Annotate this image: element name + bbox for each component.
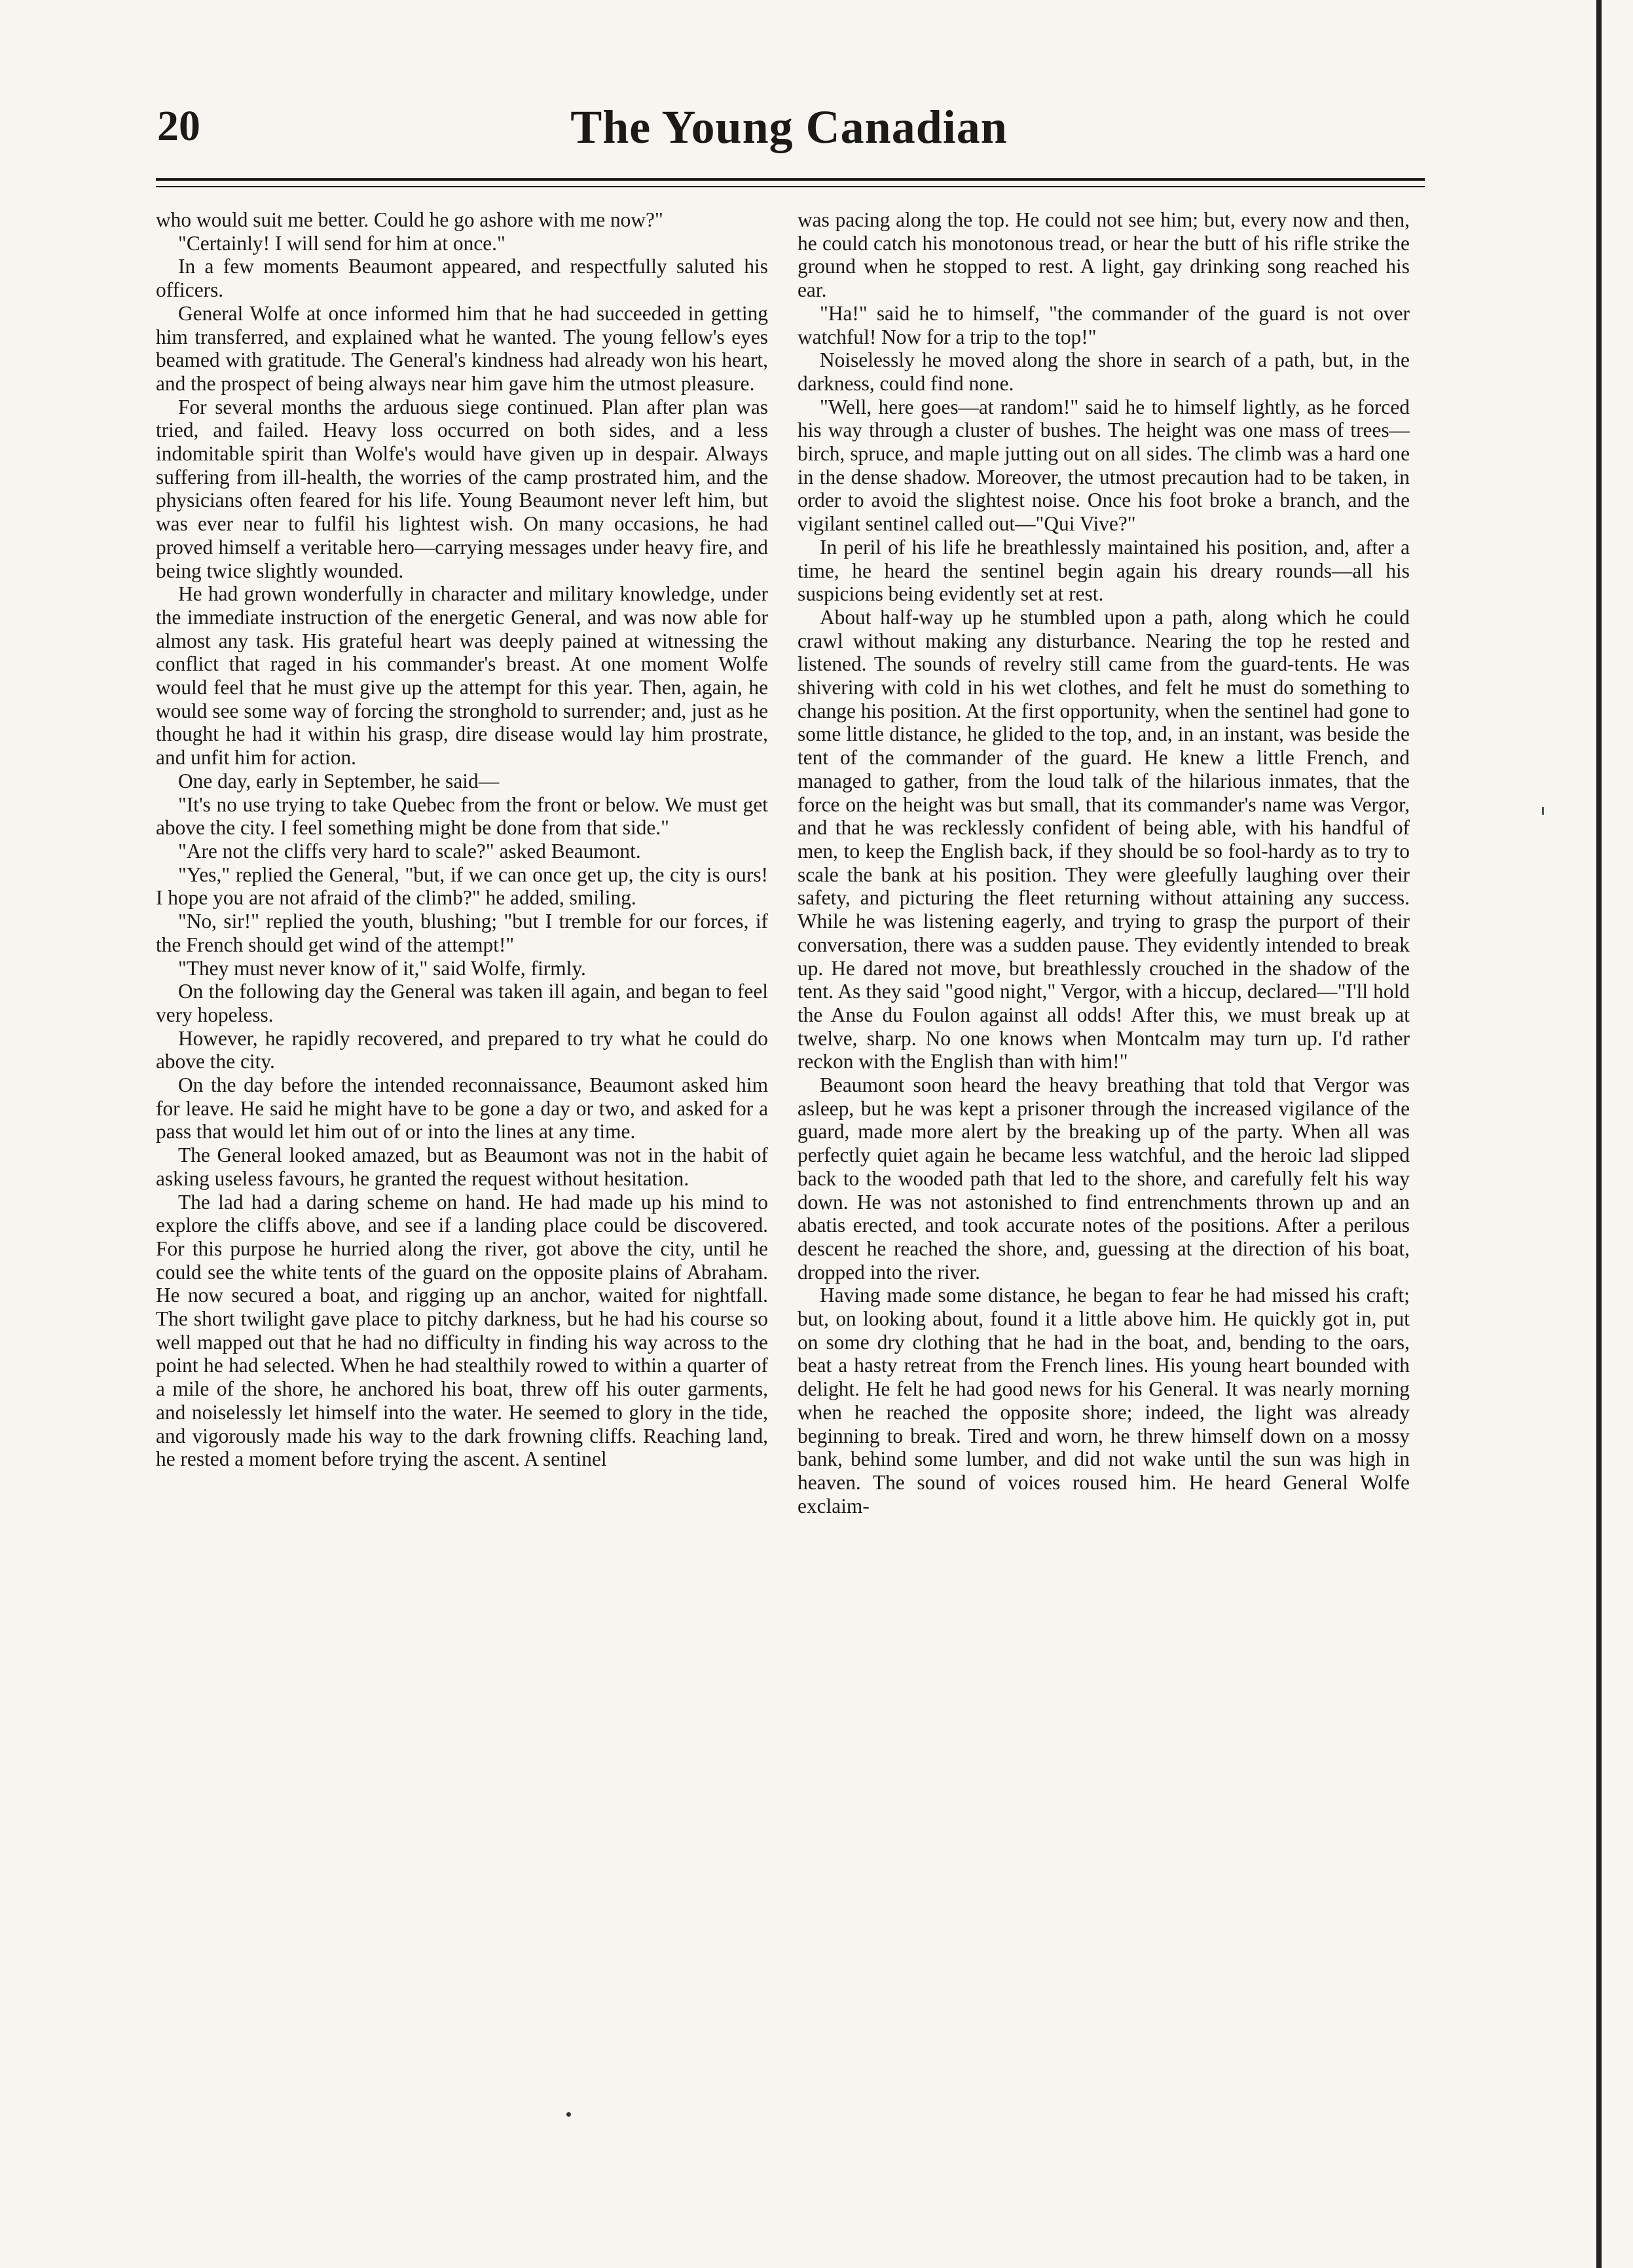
margin-mark [1542,807,1544,815]
header-rule-thin [156,186,1425,187]
paragraph: However, he rapidly recovered, and prepared to try what he could do above the city. [156,1026,768,1073]
paragraph: who would suit me better. Could he go ashore with me now?" [156,208,663,231]
paragraph: "Yes," replied the General, "but, if we can once get up, the city is ours! I hope you are not afraid of the climb?" he added, smiling. [156,863,768,910]
paragraph: On the day before the intended reconnaissance, Beaumont asked him for leave. He said he might have to be gone a day or two, and asked for a pass that would let him out of or into the lines at any time. [156,1073,768,1143]
paragraph: In a few moments Beaumont appeared, and respectfully saluted his officers. [156,255,768,302]
paragraph: "No, sir!" replied the youth, blushing; "but I tremble for our forces, if the French should get wind of the attempt!" [156,910,768,956]
paragraph: The General looked amazed, but as Beaumont was not in the habit of asking useless favours, he granted the request without hesitation. [156,1143,768,1190]
paragraph: One day, early in September, he said— [178,769,500,792]
paragraph: Beaumont soon heard the heavy breathing that told that Vergor was asleep, but he was kept a prisoner through the increased vigilance of the guard, made more alert by the breaking up of the party. When all was perfectly quiet again he became less watchful, and the heroic lad slipped back to the wooded path that led to the shore, and carefully felt his way down. He was not astonished to find entrenchments thrown up and an abatis erected, and took accurate notes of the positions. After a perilous descent he reached the shore, and, guessing at the direction of his boat, dropped into the river. [798,1073,1410,1284]
ink-speck [566,2112,571,2117]
paragraph: About half-way up he stumbled upon a path, along which he could crawl without making any disturbance. Nearing the top he rested and listened. The sounds of revelry still came from the guard-tents. He was shivering with cold in his wet clothes, and felt he must do something to change his position. At the first opportunity, when the sentinel had gone to some little distance, he glided to the top, and, in an instant, was beside the tent of the commander of the guard. He knew a little French, and managed to gather, from the loud talk of the hilarious inmates, that the force on the height was but small, that its commander's name was Vergor, and that he was recklessly confident of being able, with his handful of men, to keep the English back, if they should be so fool-hardy as to try to scale the bank at his position. They were gleefully laughing over their safety, and picturing the fleet returning without attaining any success. While he was listening eagerly, and trying to grasp the purport of their conversation, there was a sudden pause. They evidently intended to break up. He dared not move, but breathlessly crouched in the shadow of the tent. As they said "good night," Vergor, with a hiccup, declared—"I'll hold the Anse du Foulon against all odds! After this, we must break up at twelve, sharp. No one knows when Montcalm may turn up. I'd rather reckon with the English than with him!" [798,605,1410,1073]
paragraph: He had grown wonderfully in character and military knowledge, under the immediate instruction of the energetic General, and was now able for almost any task. His grateful heart was deeply pained at witnessing the conflict that raged in his commander's breast. At one moment Wolfe would feel that he must give up the attempt for this year. Then, again, he would see some way of forcing the stronghold to surrender; and, just as he thought he had it within his grasp, dire disease would lay him prostrate, and unfit him for action. [156,582,768,770]
paragraph: Having made some distance, he began to fear he had missed his craft; but, on looking about, found it a little above him. He quickly got in, put on some dry clothing that he had in the boat, and, bending to the oars, beat a hasty retreat from the French lines. His young heart bounded with delight. He felt he had good news for his General. It was nearly morning when he reached the opposite shore; indeed, the light was already beginning to break. Tired and worn, he threw himself down on a mossy bank, behind some lumber, and did not wake until the sun was high in heaven. The sound of voices roused him. He heard General Wolfe exclaim- [798,1284,1410,1517]
paragraph: was pacing along the top. He could not see him; but, every now and then, he could catch his monotonous tread, or hear the butt of his rifle strike the ground when he stopped to rest. A light, gay drinking song reached his ear. [798,208,1410,302]
paragraph: "It's no use trying to take Quebec from the front or below. We must get above the city. I feel something might be done from that side." [156,792,768,840]
paragraph: In peril of his life he breathlessly maintained his position, and, after a time, he heard the sentinel begin again his dreary rounds—all his suspicions being evidently set at rest. [798,535,1410,606]
paragraph: "They must never know of it," said Wolfe, firmly. [178,956,586,980]
paragraph: "Ha!" said he to himself, "the commander of the guard is not over watchful! Now for a trip to the top!" [798,301,1410,348]
publication-title: The Young Canadian [570,101,1008,153]
right-column [798,208,1410,2186]
paragraph: The lad had a daring scheme on hand. He had made up his mind to explore the cliffs above, and see if a landing place could be discovered. For this purpose he hurried along the river, got above the city, until he could see the white tents of the guard on the opposite plains of Abraham. He now secured a boat, and rigging up an anchor, waited for nightfall. The short twilight gave place to pitchy darkness, but he had his course so well mapped out that he had no difficulty in finding his way across to the point he had selected. When he had stealthily rowed to within a quarter of a mile of the shore, he anchored his boat, threw off his outer garments, and noiselessly let himself into the water. He seemed to glory in the tide, and vigorously made his way to the dark frowning cliffs. Reaching land, he rested a moment before trying the ascent. A sentinel [156,1190,768,1471]
paragraph: Noiselessly he moved along the shore in search of a path, but, in the darkness, could find none. [798,348,1410,395]
paragraph: On the following day the General was taken ill again, and began to feel very hopeless. [156,980,768,1026]
header-rule-thick [156,178,1425,181]
page-edge-bar [1596,0,1602,2268]
paragraph: "Well, here goes—at random!" said he to himself lightly, as he forced his way through a cluster of bushes. The height was one mass of trees—birch, spruce, and maple jutting out on all sides. The climb was a hard one in the dense shadow. Moreover, the utmost precaution had to be taken, in order to avoid the slightest noise. Once his foot broke a branch, and the vigilant sentinel called out—"Qui Vive?" [798,395,1410,536]
paragraph: "Certainly! I will send for him at once." [178,231,505,255]
paragraph: General Wolfe at once informed him that he had succeeded in getting him transferred, and explained what he wanted. The young fellow's eyes beamed with gratitude. The General's kindness had already won his heart, and the prospect of being always near him gave him the utmost pleasure. [156,301,768,395]
page-header [157,98,1421,170]
left-column [156,208,768,2186]
page-number: 20 [157,102,200,150]
paragraph: For several months the arduous siege continued. Plan after plan was tried, and failed. Heavy loss occurred on both sides, and a less indomitable spirit than Wolfe's would have given up in despair. Always suffering from ill-health, the worries of the camp prostrated him, and the physicians often feared for his life. Young Beaumont never left him, but was ever near to fulfil his lightest wish. On many occasions, he had proved himself a veritable hero—carrying messages under heavy fire, and being twice slightly wounded. [156,395,768,582]
paragraph: "Are not the cliffs very hard to scale?" asked Beaumont. [178,839,641,863]
